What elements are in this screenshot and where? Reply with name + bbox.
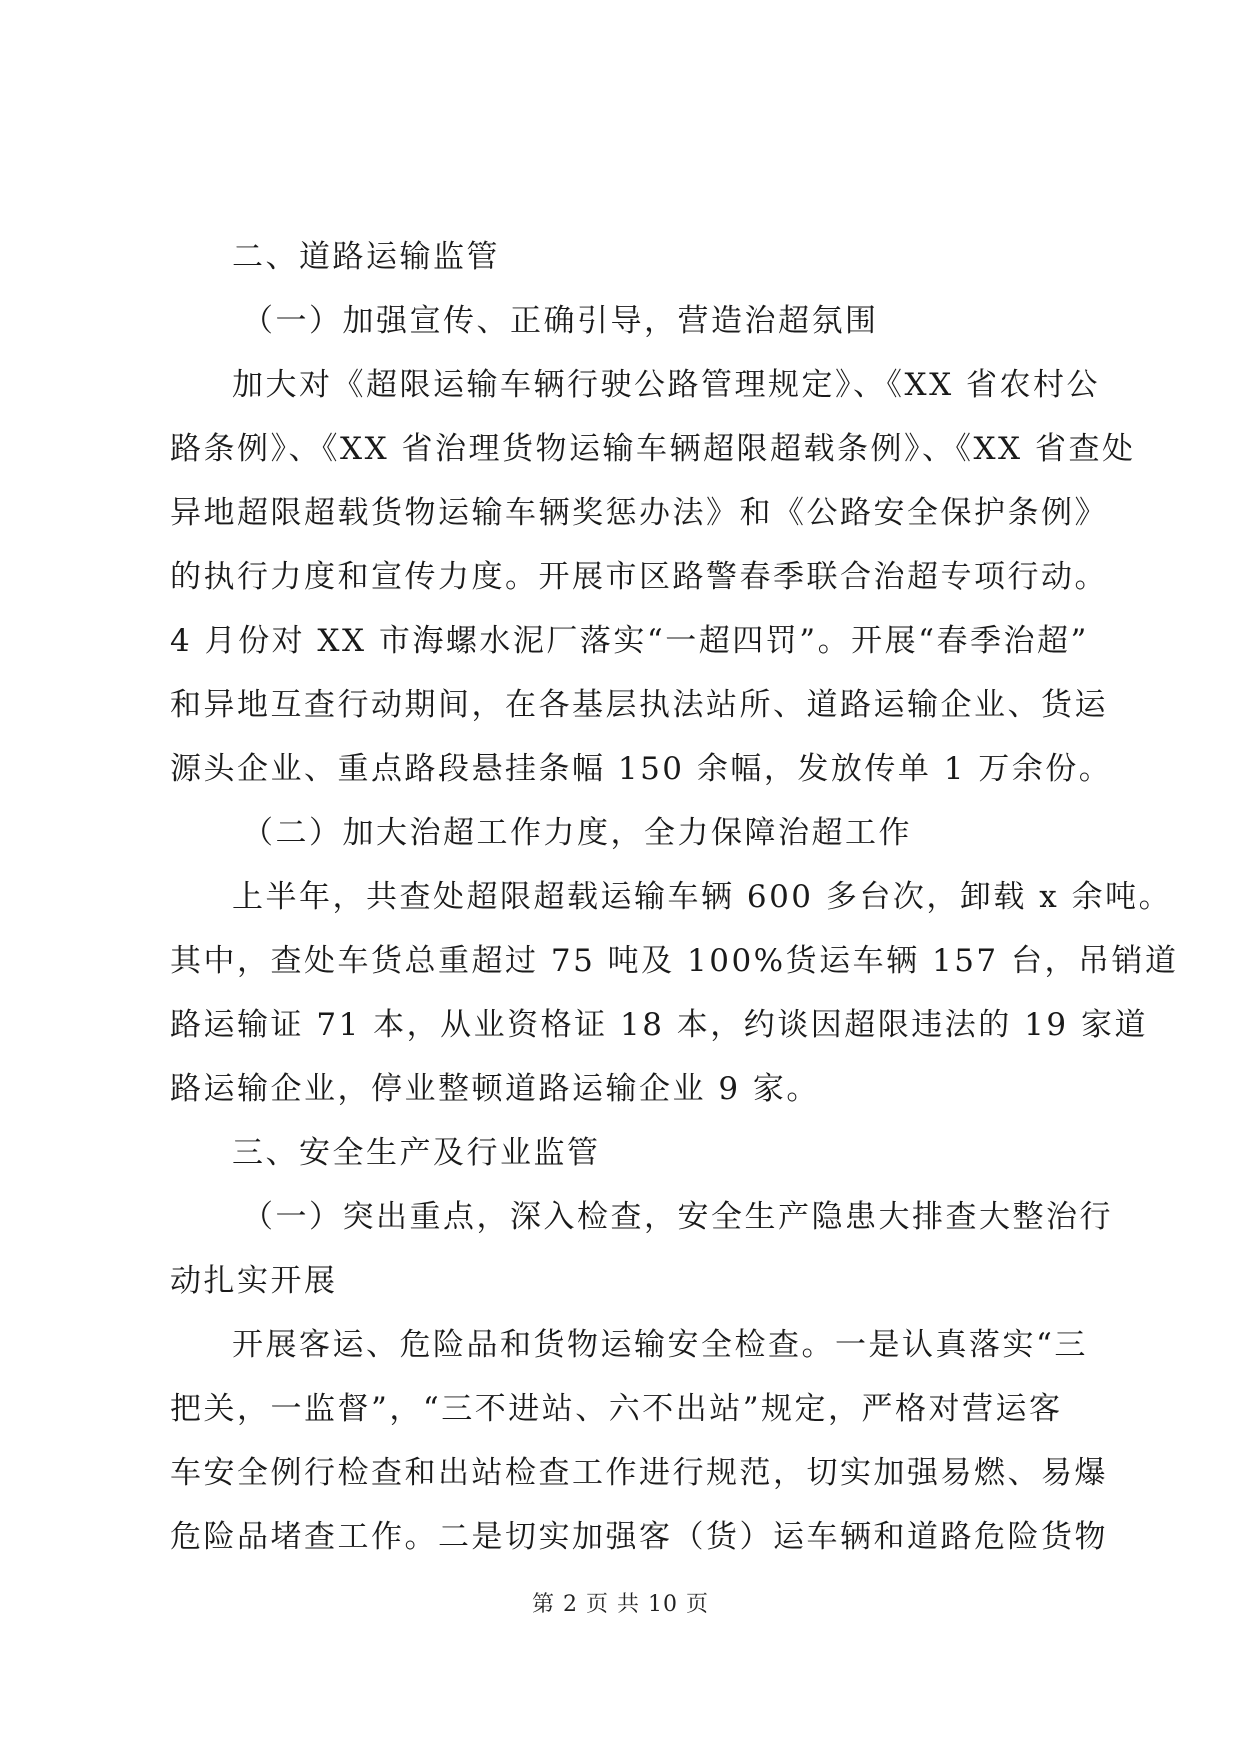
paragraph-line: 异地超限超载货物运输车辆奖惩办法》和《公路安全保护条例》 xyxy=(170,495,1108,531)
paragraph-line: 上半年，共查处超限超载运输车辆 600 多台次，卸载 x 余吨。 xyxy=(232,879,1173,915)
subsection-heading-3-1: （一）突出重点，深入检查，安全生产隐患大排查大整治行 xyxy=(242,1199,1113,1235)
paragraph-line: 源头企业、重点路段悬挂条幅 150 余幅，发放传单 1 万余份。 xyxy=(170,751,1113,787)
paragraph-line: 和异地互查行动期间，在各基层执法站所、道路运输企业、货运 xyxy=(170,687,1108,723)
paragraph-line: 的执行力度和宣传力度。开展市区路警春季联合治超专项行动。 xyxy=(170,559,1108,595)
section-heading-3: 三、安全生产及行业监管 xyxy=(232,1135,601,1171)
page-number-footer: 第 2 页 共 10 页 xyxy=(532,1592,709,1617)
paragraph-line: 加大对《超限运输车辆行驶公路管理规定》、《XX 省农村公 xyxy=(232,367,1100,403)
subsection-heading-2-1: （一）加强宣传、正确引导，营造治超氛围 xyxy=(242,303,879,339)
paragraph-line: 开展客运、危险品和货物运输安全检查。一是认真落实“三 xyxy=(232,1327,1088,1363)
paragraph-line: 4 月份对 XX 市海螺水泥厂落实“一超四罚”。开展“春季治超” xyxy=(170,623,1089,659)
section-heading-2: 二、道路运输监管 xyxy=(232,239,500,275)
subsection-heading-2-2: （二）加大治超工作力度，全力保障治超工作 xyxy=(242,815,912,851)
paragraph-line: 路运输证 71 本，从业资格证 18 本，约谈因超限违法的 19 家道 xyxy=(170,1007,1148,1043)
paragraph-line: 其中，查处车货总重超过 75 吨及 100%货运车辆 157 台，吊销道 xyxy=(170,943,1179,979)
paragraph-line: 把关，一监督”，“三不进站、六不出站”规定，严格对营运客 xyxy=(170,1391,1063,1427)
paragraph-line: 路运输企业，停业整顿道路运输企业 9 家。 xyxy=(170,1071,820,1107)
paragraph-line: 车安全例行检查和出站检查工作进行规范，切实加强易燃、易爆 xyxy=(170,1455,1108,1491)
subsection-heading-continuation: 动扎实开展 xyxy=(170,1263,338,1299)
document-body xyxy=(170,225,1179,1569)
paragraph-line: 危险品堵查工作。二是切实加强客（货）运车辆和道路危险货物 xyxy=(170,1519,1108,1555)
paragraph-line: 路条例》、《XX 省治理货物运输车辆超限超载条例》、《XX 省查处 xyxy=(170,431,1136,467)
